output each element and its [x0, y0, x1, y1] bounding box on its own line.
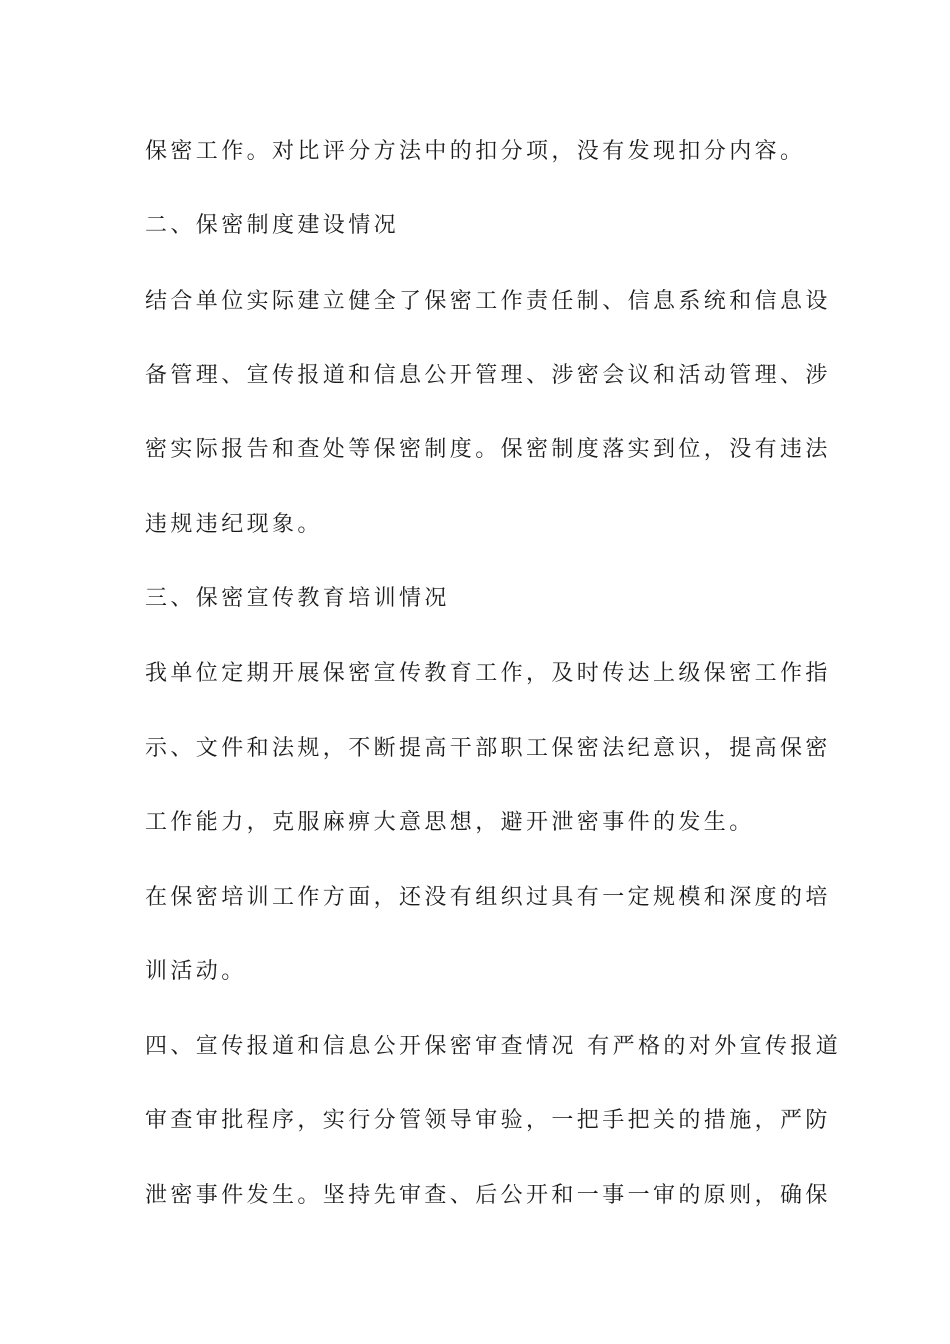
body-text-line: 保密工作。对比评分方法中的扣分项，没有发现扣分内容。: [145, 139, 806, 164]
body-text-line: 我单位定期开展保密宣传教育工作，及时传达上级保密工作指: [145, 661, 831, 686]
body-text-line: 示、文件和法规，不断提高干部职工保密法纪意识，提高保密: [145, 736, 831, 761]
section-heading: 三、保密宣传教育培训情况: [145, 586, 450, 611]
body-text-line: 备管理、宣传报道和信息公开管理、涉密会议和活动管理、涉: [145, 363, 831, 388]
body-text-line: 工作能力，克服麻痹大意思想，避开泄密事件的发生。: [145, 810, 755, 835]
body-text-line: 密实际报告和查处等保密制度。保密制度落实到位，没有违法: [145, 437, 831, 462]
body-text-line: 训活动。: [145, 959, 247, 984]
body-text-line: 审查审批程序，实行分管领导审验，一把手把关的措施，严防: [145, 1108, 831, 1133]
section-heading: 二、保密制度建设情况: [145, 213, 400, 238]
body-text-line: 违规违纪现象。: [145, 512, 323, 537]
body-text-line: 结合单位实际建立健全了保密工作责任制、信息系统和信息设: [145, 289, 831, 314]
body-text-line: 在保密培训工作方面，还没有组织过具有一定规模和深度的培: [145, 885, 831, 910]
section-heading: 四、宣传报道和信息公开保密审查情况 有严格的对外宣传报道: [145, 1034, 842, 1059]
body-text-line: 泄密事件发生。坚持先审查、后公开和一事一审的原则，确保: [145, 1183, 831, 1208]
